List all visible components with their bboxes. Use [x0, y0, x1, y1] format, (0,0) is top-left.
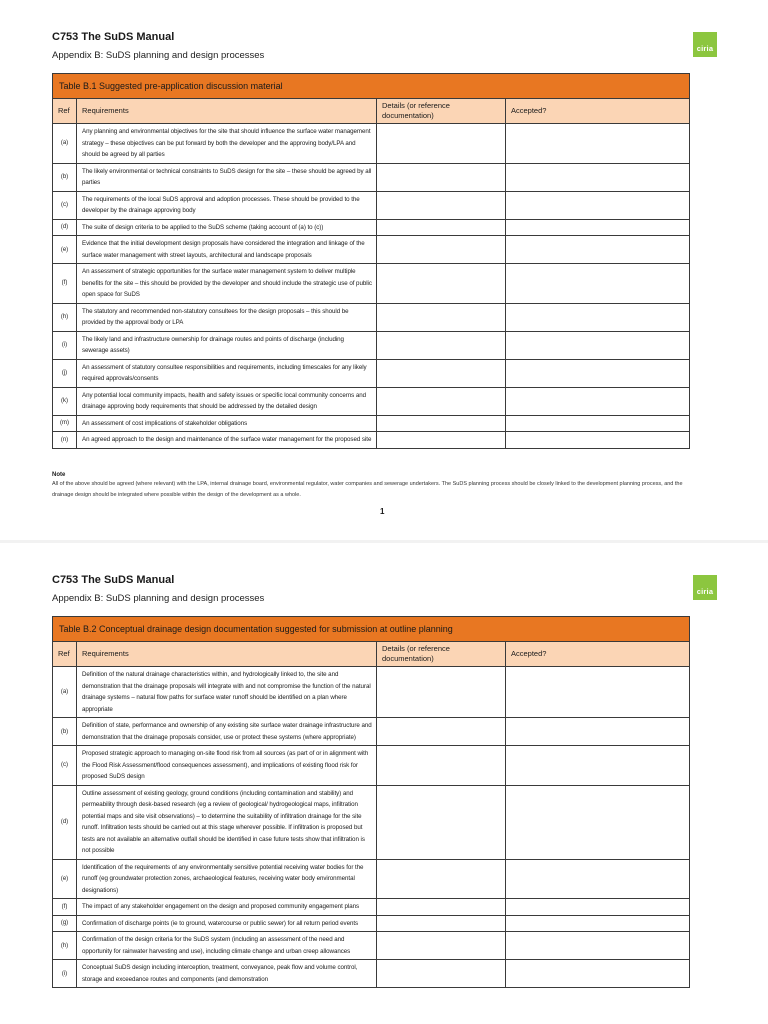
table-row [53, 191, 690, 219]
row-ref: (k) [53, 387, 77, 415]
row-ref: (h) [53, 303, 77, 331]
table-row [53, 124, 690, 164]
row-accepted-cell [506, 432, 690, 449]
row-details-cell [377, 746, 506, 786]
row-details-cell [377, 163, 506, 191]
row-details-cell [377, 359, 506, 387]
row-accepted-cell [506, 219, 690, 236]
row-requirement: Confirmation of discharge points (ie to ground, watercourse or public sewer) for all return period events [77, 915, 377, 932]
row-details-cell [377, 667, 506, 718]
column-header-accepted: Accepted? [506, 99, 690, 124]
row-details-cell [377, 191, 506, 219]
table-row [53, 236, 690, 264]
row-ref: (m) [53, 415, 77, 432]
table-row [53, 303, 690, 331]
row-accepted-cell [506, 264, 690, 304]
row-details-cell [377, 415, 506, 432]
row-accepted-cell [506, 387, 690, 415]
row-details-cell [377, 785, 506, 859]
row-details-cell [377, 331, 506, 359]
row-ref: (i) [53, 960, 77, 988]
row-ref: (b) [53, 718, 77, 746]
document-title: C753 The SuDS Manual [52, 31, 175, 43]
row-accepted-cell [506, 303, 690, 331]
row-accepted-cell [506, 899, 690, 916]
row-accepted-cell [506, 359, 690, 387]
row-accepted-cell [506, 163, 690, 191]
table-row [53, 415, 690, 432]
row-requirement: Conceptual SuDS design including interception, treatment, conveyance, peak flow and volume control, storage and exceedance routes and components (and demonstration [77, 960, 377, 988]
table-row [53, 932, 690, 960]
document-subtitle: Appendix B: SuDS planning and design processes [52, 593, 265, 604]
row-accepted-cell [506, 191, 690, 219]
table-row [53, 359, 690, 387]
row-requirement: An assessment of strategic opportunities for the surface water management system to deliver multiple benefits for the site – this should be provided by the developer and should include the strategic use of public open space for SuDS [77, 264, 377, 304]
row-details-cell [377, 124, 506, 164]
row-ref: (b) [53, 163, 77, 191]
note-text: All of the above should be agreed (where relevant) with the LPA, internal drainage board, environmental regulator, water companies and sewerage undertakers. The SuDS planning process should be closely linked to the development planning process, and the drainage design should be integrated where possible within the design of the development as a whole. [52, 481, 683, 498]
row-details-cell [377, 236, 506, 264]
column-header-requirements: Requirements [77, 99, 377, 124]
row-accepted-cell [506, 415, 690, 432]
row-requirement: The requirements of the local SuDS approval and adoption processes. These should be provided to the developer by the drainage approving body [77, 191, 377, 219]
row-accepted-cell [506, 859, 690, 899]
row-details-cell [377, 387, 506, 415]
table-row [53, 718, 690, 746]
table-caption: Table B.2 Conceptual drainage design documentation suggested for submission at outline planning [53, 617, 690, 642]
table-b2 [52, 616, 690, 988]
table-row [53, 899, 690, 916]
column-header-details: Details (or reference documentation) [377, 99, 506, 124]
row-ref: (d) [53, 219, 77, 236]
row-accepted-cell [506, 785, 690, 859]
row-details-cell [377, 718, 506, 746]
table-row [53, 746, 690, 786]
column-header-ref: Ref [53, 642, 77, 667]
document-subtitle: Appendix B: SuDS planning and design processes [52, 50, 265, 61]
table-b1 [52, 73, 690, 449]
row-ref: (c) [53, 191, 77, 219]
table-row [53, 387, 690, 415]
row-ref: (e) [53, 859, 77, 899]
row-requirement: The likely environmental or technical constraints to SuDS design for the site – these should be agreed by all parties [77, 163, 377, 191]
table-body [53, 667, 690, 988]
page-number: 1 [380, 507, 385, 516]
row-requirement: An agreed approach to the design and maintenance of the surface water management for the proposed site [77, 432, 377, 449]
document-title: C753 The SuDS Manual [52, 574, 175, 586]
row-details-cell [377, 859, 506, 899]
row-details-cell [377, 915, 506, 932]
row-accepted-cell [506, 667, 690, 718]
row-ref: (a) [53, 124, 77, 164]
row-ref: (j) [53, 359, 77, 387]
row-details-cell [377, 303, 506, 331]
row-ref: (g) [53, 915, 77, 932]
row-ref: (f) [53, 264, 77, 304]
row-requirement: Outline assessment of existing geology, ground conditions (including contamination and stability) and permeability through desk-based research (eg a review of geological/ hydrogeological maps, infiltration potential maps and site visit observations) – to determine the suitability of infiltration drainage for the site runoff. Infiltration tests should be carried out at this stage wherever possible. If infiltration is proposed but tests are not available an alternative outfall should be identified in case future tests show that infiltration is not possible [77, 785, 377, 859]
row-requirement: An assessment of cost implications of stakeholder obligations [77, 415, 377, 432]
row-requirement: Definition of the natural drainage characteristics within, and hydrologically linked to, the site and demonstration that the drainage proposals will integrate with and not compromise the function of the natural drainage systems – natural flow paths for surface water runoff should be identified on a plan where appropriate [77, 667, 377, 718]
row-ref: (a) [53, 667, 77, 718]
row-ref: (c) [53, 746, 77, 786]
table-row [53, 163, 690, 191]
row-accepted-cell [506, 960, 690, 988]
row-ref: (h) [53, 932, 77, 960]
table-row [53, 331, 690, 359]
column-header-details: Details (or reference documentation) [377, 642, 506, 667]
row-accepted-cell [506, 718, 690, 746]
table-row [53, 264, 690, 304]
ciria-logo: ciria [693, 32, 717, 57]
row-requirement: Proposed strategic approach to managing on-site flood risk from all sources (as part of or in alignment with the Flood Risk Assessment/flood consequences assessment), and implications of existing flood risk for proposed SuDS design [77, 746, 377, 786]
row-accepted-cell [506, 746, 690, 786]
table-body [53, 124, 690, 449]
table-row [53, 960, 690, 988]
document-page-2 [0, 543, 768, 1024]
row-requirement: The impact of any stakeholder engagement on the design and proposed community engagement plans [77, 899, 377, 916]
table-row [53, 667, 690, 718]
row-accepted-cell [506, 124, 690, 164]
column-header-requirements: Requirements [77, 642, 377, 667]
row-accepted-cell [506, 915, 690, 932]
table-row [53, 432, 690, 449]
column-header-ref: Ref [53, 99, 77, 124]
row-requirement: The statutory and recommended non-statutory consultees for the design proposals – this should be provided by the approval body or LPA [77, 303, 377, 331]
row-details-cell [377, 899, 506, 916]
row-accepted-cell [506, 236, 690, 264]
row-details-cell [377, 960, 506, 988]
table-caption: Table B.1 Suggested pre-application discussion material [53, 74, 690, 99]
row-requirement: Evidence that the initial development design proposals have considered the integration and linkage of the surface water management with street layouts, architectural and landscape proposals [77, 236, 377, 264]
note-heading: Note [52, 472, 66, 478]
row-details-cell [377, 432, 506, 449]
row-requirement: The likely land and infrastructure ownership for drainage routes and points of discharge (including sewerage assets) [77, 331, 377, 359]
row-requirement: An assessment of statutory consultee responsibilities and requirements, including timescales for any likely required approvals/consents [77, 359, 377, 387]
row-accepted-cell [506, 932, 690, 960]
row-ref: (e) [53, 236, 77, 264]
row-requirement: Confirmation of the design criteria for the SuDS system (including an assessment of the need and opportunity for rainwater harvesting and use), including climate change and urban creep allowances [77, 932, 377, 960]
row-ref: (f) [53, 899, 77, 916]
ciria-logo: ciria [693, 575, 717, 600]
row-requirement: Identification of the requirements of any environmentally sensitive potential receiving water bodies for the runoff (eg groundwater protection zones, archaeological features, receiving water body environmental designations) [77, 859, 377, 899]
row-details-cell [377, 219, 506, 236]
table-row [53, 785, 690, 859]
row-ref: (d) [53, 785, 77, 859]
row-requirement: Definition of state, performance and ownership of any existing site surface water drainage infrastructure and demonstration that the drainage proposals consider, use or protect these systems (where appropriate) [77, 718, 377, 746]
row-requirement: The suite of design criteria to be applied to the SuDS scheme (taking account of (a) to (c)) [77, 219, 377, 236]
row-details-cell [377, 264, 506, 304]
row-details-cell [377, 932, 506, 960]
row-requirement: Any planning and environmental objectives for the site that should influence the surface water management strategy – these objectives can be put forward by both the developer and the approving body/LPA and should be agreed by all parties [77, 124, 377, 164]
row-accepted-cell [506, 331, 690, 359]
table-row [53, 219, 690, 236]
row-requirement: Any potential local community impacts, health and safety issues or specific local community concerns and drainage approving body requirements that should be addressed by the detailed design [77, 387, 377, 415]
column-header-accepted: Accepted? [506, 642, 690, 667]
table-row [53, 915, 690, 932]
row-ref: (n) [53, 432, 77, 449]
table-row [53, 859, 690, 899]
row-ref: (i) [53, 331, 77, 359]
